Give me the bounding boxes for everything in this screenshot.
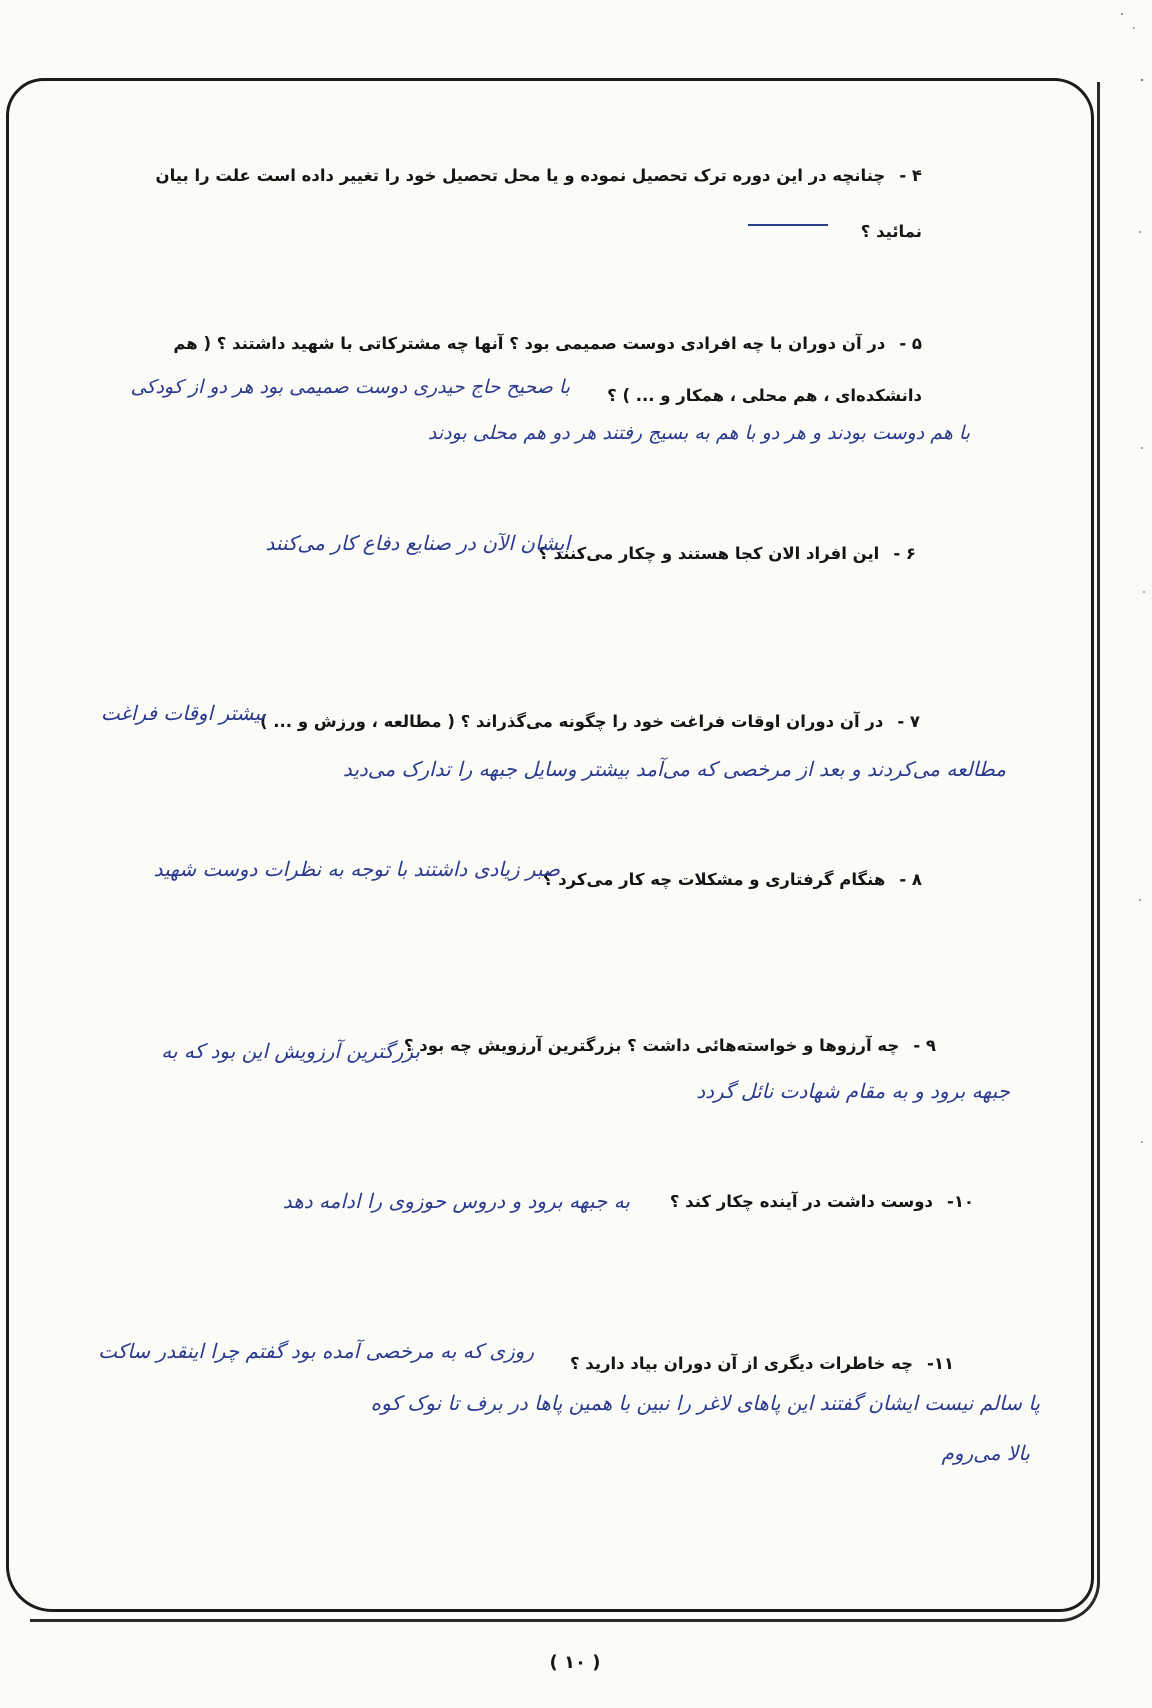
question-11 bbox=[570, 1352, 954, 1376]
question-7-text: در آن دوران اوقات فراغت خود را چگونه می‌گذراند ؟ ( مطالعه ، ورزش و ... ) bbox=[259, 712, 884, 731]
question-11-answer-line-2: پا سالم نیست ایشان گفتند این پاهای لاغر را نبین با همین پاها در برف تا نوک کوه bbox=[370, 1391, 1040, 1415]
question-9-answer-line-1: بزرگترین آرزویش این بود که به bbox=[161, 1039, 420, 1063]
question-8-number: ۸ - bbox=[899, 870, 922, 889]
question-10-text: دوست داشت در آینده چکار کند ؟ bbox=[669, 1192, 933, 1211]
question-4 bbox=[122, 148, 922, 260]
question-11-number: ۱۱- bbox=[926, 1354, 954, 1373]
question-6-answer: ایشان الآن در صنایع دفاع کار می‌کنند bbox=[265, 531, 570, 555]
question-10 bbox=[670, 1190, 974, 1214]
question-11-answer-line-3: بالا می‌روم bbox=[941, 1441, 1030, 1465]
question-9-answer-line-2: جبهه برود و به مقام شهادت نائل گردد bbox=[696, 1079, 1010, 1103]
question-7-number: ۷ - bbox=[897, 712, 920, 731]
question-5-answer-line-1: با صحیح حاج حیدری دوست صمیمی بود هر دو از کودکی bbox=[130, 376, 570, 398]
question-5 bbox=[122, 318, 922, 422]
question-11-answer-line-1: روزی که به مرخصی آمده بود گفتم چرا اینقدر ساکت bbox=[98, 1339, 534, 1363]
question-4-answer-line bbox=[748, 224, 828, 226]
question-4-number: ۴ - bbox=[899, 166, 922, 185]
scan-specks bbox=[1112, 0, 1152, 1708]
question-6 bbox=[538, 542, 916, 566]
question-8-text: هنگام گرفتاری و مشکلات چه کار می‌کرد ؟ bbox=[542, 870, 886, 889]
question-9-number: ۹ - bbox=[913, 1036, 936, 1055]
question-5-answer-line-2: با هم دوست بودند و هر دو با هم به بسیج رفتند هر دو هم محلی بودند bbox=[427, 422, 970, 444]
question-9 bbox=[404, 1034, 936, 1058]
question-7 bbox=[260, 710, 920, 734]
question-10-number: ۱۰- bbox=[946, 1192, 974, 1211]
question-11-text: چه خاطرات دیگری از آن دوران بیاد دارید ؟ bbox=[569, 1354, 913, 1373]
question-6-number: ۶ - bbox=[893, 544, 916, 563]
question-10-answer: به جبهه برود و دروس حوزوی را ادامه دهد bbox=[282, 1189, 630, 1213]
page-frame bbox=[6, 78, 1094, 1612]
question-8 bbox=[543, 868, 922, 892]
question-8-answer: صبر زیادی داشتند با توجه به نظرات دوست شهید bbox=[153, 857, 560, 881]
question-5-number: ۵ - bbox=[899, 334, 922, 353]
page-number: ( ۱۰ ) bbox=[549, 1652, 601, 1673]
question-6-text: این افراد الان کجا هستند و چکار می‌کنند ؟ bbox=[538, 544, 880, 563]
question-9-text: چه آرزوها و خواسته‌هائی داشت ؟ بزرگترین آرزویش چه بود ؟ bbox=[403, 1036, 900, 1055]
question-4-text: چنانچه در این دوره ترک تحصیل نموده و یا محل تحصیل خود را تغییر داده است علت را بیان نمائید ؟ bbox=[155, 166, 922, 241]
question-7-answer-line-2: مطالعه می‌کردند و بعد از مرخصی که می‌آمد بیشتر وسایل جبهه را تدارک می‌دید bbox=[342, 757, 1006, 781]
question-7-answer-line-1: بیشتر اوقات فراغت bbox=[100, 701, 266, 725]
question-5-text: در آن دوران با چه افرادی دوست صمیمی بود ؟ آنها چه مشترکاتی با شهید داشتند ؟ ( هم دانشکده‌ای ، هم محلی ، همکار و ... ) ؟ bbox=[173, 334, 922, 405]
